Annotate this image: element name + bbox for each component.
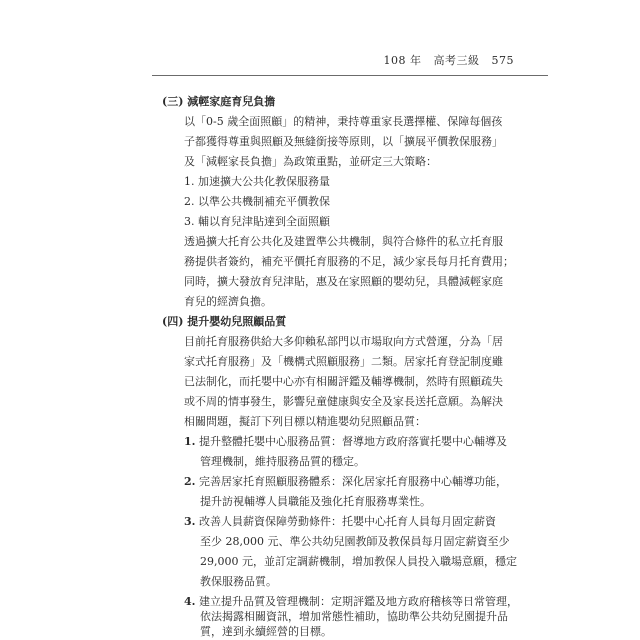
section-4-intro-line: 已法制化，而托嬰中心亦有相關評鑑及輔導機制，然時有照顧疏失 <box>184 375 503 388</box>
section-3-intro-line: 子都獲得尊重與照顧及無縫銜接等原則，以「擴展平價教保服務」 <box>184 135 503 148</box>
section-4-intro-line: 目前托育服務供給大多仰賴私部門以市場取向方式營運，分為「居 <box>184 335 503 348</box>
section-3-detail-line: 同時，擴大發放育兒津貼，惠及在家照顧的嬰幼兒，具體減輕家庭 <box>184 275 503 288</box>
goal-number: 3. <box>184 515 196 528</box>
goal-item <box>184 435 507 449</box>
goal-line: 提升訪視輔導人員職能及強化托育服務專業性。 <box>200 495 431 508</box>
goal-number: 1. <box>184 435 196 448</box>
strategy-item: 3. 輔以育兒津貼達到全面照顧 <box>184 215 330 228</box>
running-header <box>376 52 515 68</box>
goal-line: 改善人員薪資保障勞動條件：托嬰中心托育人員每月固定薪資 <box>198 515 496 528</box>
header-year: 108 年 <box>383 54 422 67</box>
section-3-title: (三) 減輕家庭育兒負擔 <box>162 95 276 108</box>
goal-line: 至少 28,000 元、準公共幼兒園教師及教保員每月固定薪資至少 <box>200 535 510 548</box>
section-4-intro-line: 或不周的情事發生，影響兒童健康與安全及家長送托意願。為解決 <box>184 395 503 408</box>
header-rule <box>152 75 548 76</box>
section-3-detail-line: 務提供者簽約，補充平價托育服務的不足，減少家長每月托育費用； <box>184 255 514 268</box>
goal-number: 4. <box>184 595 196 608</box>
header-exam: 高考三級 <box>433 54 480 67</box>
goal-line: 質，達到永續經營的目標。 <box>200 625 332 638</box>
goal-line: 建立提升品質及管理機制：定期評鑑及地方政府稽核等日常管理， <box>198 595 518 608</box>
goal-item <box>184 475 507 489</box>
strategy-item: 1. 加速擴大公共化教保服務量 <box>184 175 330 188</box>
section-4-intro-line: 相關問題，擬訂下列目標以精進嬰幼兒照顧品質： <box>184 415 426 428</box>
section-4-title: (四) 提升嬰幼兒照顧品質 <box>162 315 287 328</box>
section-3-intro-line: 及「減輕家長負擔」為政策重點，並研定三大策略： <box>184 155 437 168</box>
goal-line: 完善居家托育照顧服務體系：深化居家托育服務中心輔導功能， <box>198 475 507 488</box>
section-3-intro-line: 以「0-5 歲全面照顧」的精神，秉持尊重家長選擇權、保障每個孩 <box>184 115 503 128</box>
goal-number: 2. <box>184 475 196 488</box>
goal-line: 提升整體托嬰中心服務品質：督導地方政府落實托嬰中心輔導及 <box>198 435 507 448</box>
goal-line: 依法揭露相關資訊，增加常態性補助，協助準公共幼兒園提升品 <box>200 610 508 623</box>
section-4-intro-line: 家式托育服務」及「機構式照顧服務」二類。居家托育登記制度雖 <box>184 355 503 368</box>
goal-line: 管理機制，維持服務品質的穩定。 <box>200 455 365 468</box>
goal-item <box>184 515 496 529</box>
section-3-detail-line: 育兒的經濟負擔。 <box>184 295 272 308</box>
goal-line: 29,000 元，並訂定調薪機制，增加教保人員投入職場意願，穩定 <box>200 555 517 568</box>
goal-line: 教保服務品質。 <box>200 575 277 588</box>
goal-item <box>184 595 518 609</box>
section-3-detail-line: 透過擴大托育公共化及建置準公共機制，與符合條件的私立托育服 <box>184 235 503 248</box>
page-number: 575 <box>491 54 514 67</box>
strategy-item: 2. 以準公共機制補充平價教保 <box>184 195 330 208</box>
